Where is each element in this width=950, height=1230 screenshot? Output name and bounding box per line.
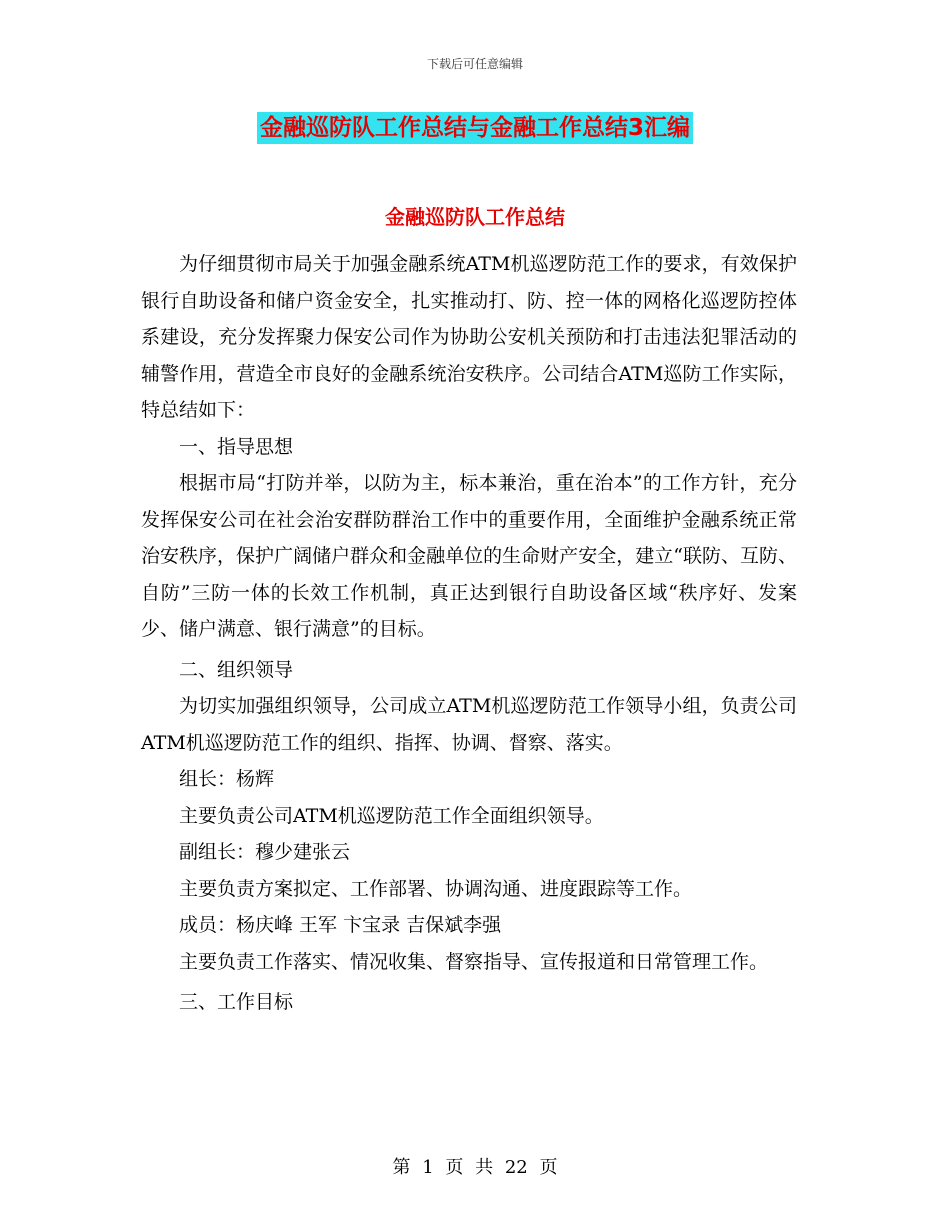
- team-members: 成员：杨庆峰 王军 卞宝录 吉保斌李强: [179, 914, 502, 936]
- heading-organization: 二、组织领导: [179, 658, 294, 681]
- paragraph-guiding-ideology: 根据市局“打防并举，以防为主，标本兼治，重在治本”的工作方针，充分发挥保安公司在社会治安群防群治工作中的重要作用，全面维护金融系统正常治安秩序，保护广阔储户群众和金融单位的生命财产安全，建立“联防、互防、自防”三防一体的长效工作机制，真正达到银行自助设备区域“秩序好、发案少、储户满意、银行满意”的目标。: [141, 472, 797, 640]
- main-title: 金融巡防队工作总结与金融工作总结3汇编: [257, 112, 693, 144]
- paragraph-intro: 为仔细贯彻市局关于加强金融系统ATM机巡逻防范工作的要求，有效保护银行自助设备和储户资金安全，扎实推动打、防、控一体的网格化巡逻防控体系建设，充分发挥聚力保安公司作为协助公安机关预防和打击违法犯罪活动的辅警作用，营造全市良好的金融系统治安秩序。公司结合ATM巡防工作实际，特总结如下：: [141, 253, 797, 421]
- heading-work-goals: 三、工作目标: [179, 991, 294, 1013]
- deputy-leader: 副组长：穆少建张云: [179, 841, 351, 863]
- header-note: 下载后可任意编辑: [426, 57, 523, 71]
- section-title: 金融巡防队工作总结: [385, 205, 565, 229]
- team-leader-duty: 主要负责公司ATM机巡逻防范工作全面组织领导。: [179, 804, 604, 827]
- page-footer: 第 1 页 共 22 页: [392, 1157, 558, 1178]
- deputy-leader-duty: 主要负责方案拟定、工作部署、协调沟通、进度跟踪等工作。: [179, 877, 693, 900]
- main-title-container: [0, 112, 950, 144]
- document-body: [141, 246, 797, 1021]
- paragraph-organization: 为切实加强组织领导，公司成立ATM机巡逻防范工作领导小组，负责公司ATM机巡逻防范工作的组织、指挥、协调、督察、落实。: [141, 695, 797, 754]
- team-leader: 组长：杨辉: [179, 768, 275, 790]
- team-members-duty: 主要负责工作落实、情况收集、督察指导、宣传报道和日常管理工作。: [179, 950, 769, 973]
- heading-guiding-ideology: 一、指导思想: [179, 435, 294, 458]
